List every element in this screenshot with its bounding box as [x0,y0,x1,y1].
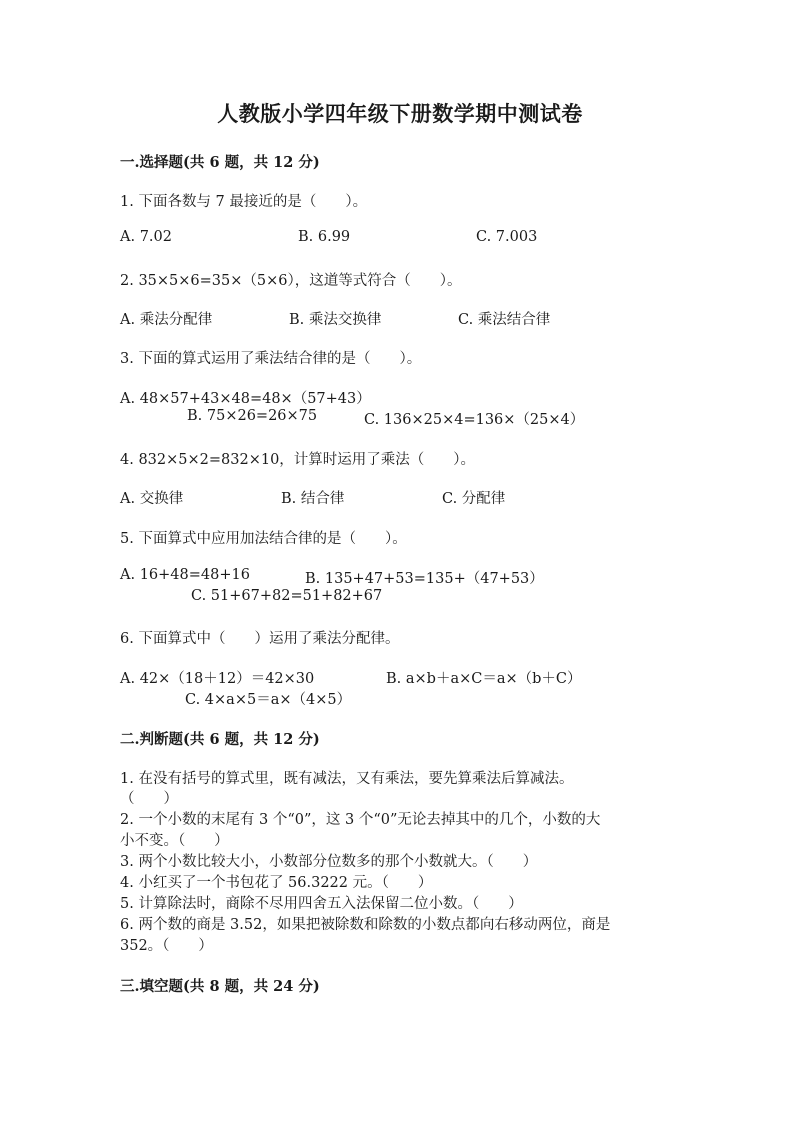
question-6-option-b: B. a×b＋a×C＝a×（b＋C） [386,671,582,687]
question-6-option-a: A. 42×（18＋12）＝42×30 [120,671,315,687]
question-4-option-b: B. 结合律 [281,491,345,507]
question-3-option-c: C. 136×25×4=136×（25×4） [364,412,585,428]
question-4-stem: 4. 832×5×2=832×10，计算时运用了乘法（ ）。 [120,452,476,468]
question-1-option-a: A. 7.02 [120,229,172,245]
question-3-option-a: A. 48×57+43×48=48×（57+43） [120,391,371,407]
judgement-line: （ ） [120,791,178,807]
question-5-stem: 5. 下面算式中应用加法结合律的是（ ）。 [120,531,407,547]
question-4-option-c: C. 分配律 [442,491,506,507]
question-6-stem: 6. 下面算式中（ ）运用了乘法分配律。 [120,631,400,647]
question-6-option-c: C. 4×a×5＝a×（4×5） [185,692,352,708]
question-1-option-b: B. 6.99 [298,229,351,245]
question-2-option-a: A. 乘法分配律 [120,312,213,328]
question-2-option-b: B. 乘法交换律 [289,312,382,328]
question-3-stem: 3. 下面的算式运用了乘法结合律的是（ ）。 [120,351,422,367]
section-heading-choice: 一.选择题(共 6 题，共 12 分) [120,154,320,171]
question-1-stem: 1. 下面各数与 7 最接近的是（ ）。 [120,194,368,210]
question-1-option-c: C. 7.003 [476,229,538,245]
question-5-option-b: B. 135+47+53=135+（47+53） [305,571,544,587]
judgement-line: 2. 一个小数的末尾有 3 个“0”，这 3 个“0”无论去掉其中的几个，小数的大 [120,812,601,828]
page-title: 人教版小学四年级下册数学期中测试卷 [217,101,583,126]
question-2-option-c: C. 乘法结合律 [458,312,551,328]
judgement-line: 5. 计算除法时，商除不尽用四舍五入法保留二位小数。（ ） [120,896,523,912]
question-5-option-a: A. 16+48=48+16 [120,567,250,583]
question-3-option-b: B. 75×26=26×75 [187,408,318,424]
question-5-option-c: C. 51+67+82=51+82+67 [191,588,383,604]
judgement-line: 6. 两个数的商是 3.52，如果把被除数和除数的小数点都向右移动两位，商是 [120,917,611,933]
judgement-line: 4. 小红买了一个书包花了 56.3222 元。（ ） [120,875,433,891]
judgement-line: 3. 两个小数比较大小，小数部分位数多的那个小数就大。（ ） [120,854,538,870]
question-2-stem: 2. 35×5×6=35×（5×6），这道等式符合（ ）。 [120,273,462,289]
section-heading-judgement: 二.判断题(共 6 题，共 12 分) [120,731,320,748]
judgement-line: 352。（ ） [120,938,213,954]
section-heading-fill-in: 三.填空题(共 8 题，共 24 分) [120,978,320,995]
question-4-option-a: A. 交换律 [120,491,184,507]
judgement-line: 小不变。（ ） [120,833,229,849]
judgement-line: 1. 在没有括号的算式里，既有减法，又有乘法，要先算乘法后算减法。 [120,771,574,787]
